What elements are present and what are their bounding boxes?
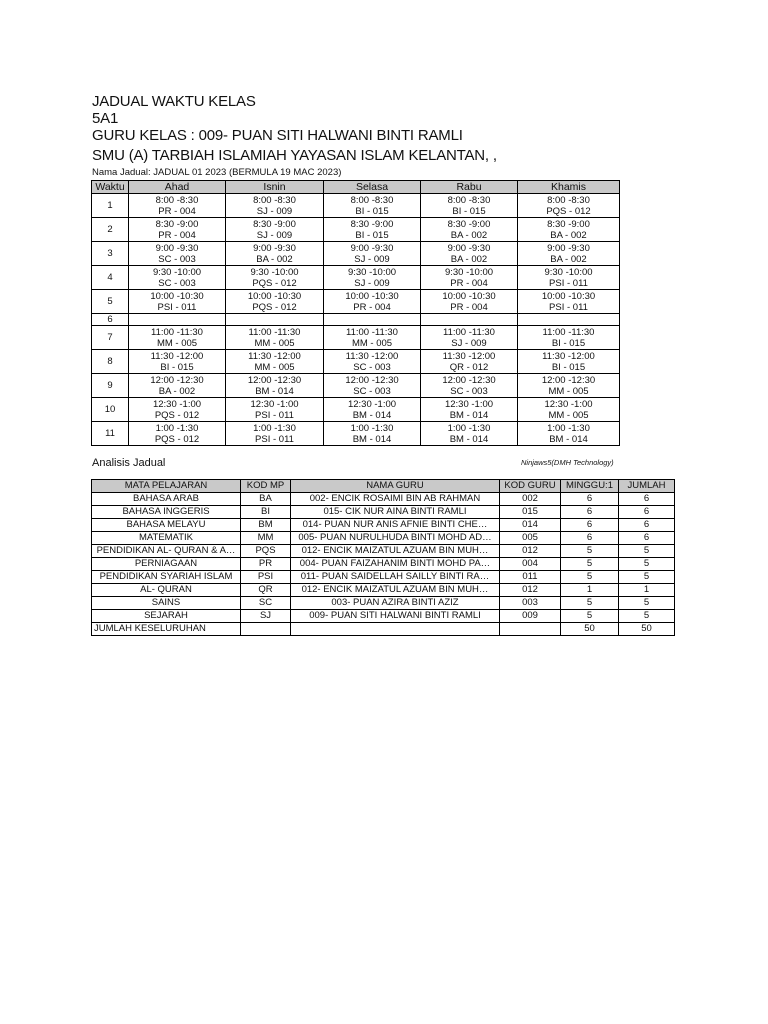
subject-name: AL- QURAN	[92, 584, 241, 597]
weekly-count: 5	[561, 571, 619, 584]
slot-time: 9:30 -10:00	[250, 266, 299, 278]
slot-time: 1:00 -1:30	[350, 422, 394, 434]
teacher-code: 011	[500, 571, 561, 584]
header-khamis: Khamis	[518, 181, 620, 194]
slot-khamis	[518, 218, 620, 242]
slot-subject: BA - 002	[158, 385, 196, 397]
slot-khamis	[518, 326, 620, 350]
slot-time: 8:30 -9:00	[350, 218, 394, 230]
header-waktu: Waktu	[92, 181, 129, 194]
slot-time: 12:30 -1:00	[544, 398, 593, 410]
slot-time: 10:00 -10:30	[442, 290, 496, 302]
slot-subject: BA - 002	[550, 253, 587, 265]
slot-time: 12:00 -12:30	[150, 374, 204, 386]
document-title: JADUAL WAKTU KELAS	[92, 93, 256, 110]
analysis-row	[92, 493, 675, 506]
slot-isnin	[226, 290, 324, 314]
slot-subject: BI - 015	[160, 361, 194, 373]
slot-subject: PQS - 012	[252, 301, 297, 313]
teacher-name: 011- PUAN SAIDELLAH SAILLY BINTI RA…	[291, 571, 500, 584]
slot-subject: PR - 004	[158, 229, 196, 241]
slot-ahad	[129, 242, 226, 266]
slot-time: 9:00 -9:30	[350, 242, 394, 254]
slot-khamis	[518, 350, 620, 374]
weekly-count: 5	[561, 597, 619, 610]
total-count: 1	[619, 584, 675, 597]
slot-ahad	[129, 266, 226, 290]
weekly-count: 5	[561, 545, 619, 558]
slot-time: 8:30 -9:00	[253, 218, 296, 230]
total-count: 50	[619, 623, 675, 636]
header-isnin: Isnin	[226, 181, 324, 194]
slot-rabu	[421, 374, 518, 398]
slot-time: 8:30 -9:00	[547, 218, 590, 230]
total-count: 5	[619, 545, 675, 558]
teacher-name	[291, 623, 500, 636]
timetable-row	[92, 398, 620, 422]
subject-code: SJ	[241, 610, 291, 623]
period-number: 9	[92, 374, 129, 398]
teacher-code: 012	[500, 584, 561, 597]
slot-time: 11:30 -12:00	[542, 350, 595, 362]
slot-time: 8:00 -8:30	[253, 194, 296, 206]
header-kod-guru: KOD GURU	[500, 480, 561, 493]
slot-time: 12:00 -12:30	[541, 374, 596, 386]
slot-time: 8:00 -8:30	[155, 194, 199, 206]
total-count: 5	[619, 597, 675, 610]
header-ahad: Ahad	[129, 181, 226, 194]
slot-khamis	[518, 374, 620, 398]
subject-name: JUMLAH KESELURUHAN	[92, 623, 241, 636]
timetable-name: Nama Jadual: JADUAL 01 2023 (BERMULA 19 MAC 2023)	[92, 167, 342, 178]
slot-ahad	[129, 194, 226, 218]
slot-subject: BM - 014	[255, 385, 294, 397]
slot-rabu	[421, 314, 518, 326]
slot-isnin	[226, 266, 324, 290]
teacher-code: 009	[500, 610, 561, 623]
slot-subject: MM - 005	[254, 361, 295, 373]
slot-subject: MM - 005	[156, 337, 198, 349]
subject-code: PSI	[241, 571, 291, 584]
slot-khamis	[518, 290, 620, 314]
slot-subject: SC - 003	[158, 277, 196, 289]
period-number: 7	[92, 326, 129, 350]
slot-subject: BM - 014	[449, 433, 489, 445]
total-count: 6	[619, 506, 675, 519]
slot-subject: PSI - 011	[157, 301, 197, 313]
credit-text: Ninjaws5(DMH Technology)	[521, 458, 614, 467]
timetable-row	[92, 326, 620, 350]
subject-name: PENDIDIKAN AL- QURAN & A…	[92, 545, 241, 558]
header-kod-mp: KOD MP	[241, 480, 291, 493]
slot-subject: BM - 014	[449, 409, 489, 421]
subject-code	[241, 623, 291, 636]
total-count: 6	[619, 493, 675, 506]
subject-name: SAINS	[92, 597, 241, 610]
slot-time: 11:30 -12:00	[150, 350, 204, 362]
total-count: 5	[619, 610, 675, 623]
teacher-name: 012- ENCIK MAIZATUL AZUAM BIN MUH…	[291, 584, 500, 597]
analysis-row	[92, 571, 675, 584]
slot-subject: SC - 003	[353, 385, 391, 397]
weekly-count: 6	[561, 532, 619, 545]
period-number: 11	[92, 422, 129, 446]
timetable-header-row	[92, 181, 620, 194]
slot-isnin	[226, 314, 324, 326]
slot-time: 8:00 -8:30	[547, 194, 590, 206]
slot-ahad	[129, 290, 226, 314]
subject-code: SC	[241, 597, 291, 610]
analysis-header-row	[92, 480, 675, 493]
slot-ahad	[129, 374, 226, 398]
slot-khamis	[518, 398, 620, 422]
slot-time: 8:30 -9:00	[155, 218, 199, 230]
slot-ahad	[129, 314, 226, 326]
slot-time: 10:00 -10:30	[345, 290, 399, 302]
teacher-code: 014	[500, 519, 561, 532]
analysis-row	[92, 519, 675, 532]
analysis-row	[92, 610, 675, 623]
slot-subject: QR - 012	[449, 361, 489, 373]
header-mata-pelajaran: MATA PELAJARAN	[92, 480, 241, 493]
slot-subject: PQS - 012	[154, 409, 200, 421]
slot-subject: PQS - 012	[154, 433, 200, 445]
slot-selasa	[324, 266, 421, 290]
weekly-count: 50	[561, 623, 619, 636]
slot-time: 11:30 -12:00	[248, 350, 301, 362]
subject-code: MM	[241, 532, 291, 545]
slot-time: 9:00 -9:30	[155, 242, 199, 254]
period-number: 3	[92, 242, 129, 266]
weekly-count: 6	[561, 493, 619, 506]
slot-subject: MM - 005	[351, 337, 393, 349]
slot-time: 12:30 -1:00	[347, 398, 397, 410]
slot-rabu	[421, 218, 518, 242]
slot-time: 12:30 -1:00	[152, 398, 202, 410]
period-number: 6	[92, 314, 129, 326]
period-number: 2	[92, 218, 129, 242]
total-count: 5	[619, 558, 675, 571]
slot-selasa	[324, 314, 421, 326]
slot-time: 9:00 -9:30	[253, 242, 296, 254]
timetable-row	[92, 422, 620, 446]
slot-time: 11:30 -12:00	[442, 350, 496, 362]
slot-isnin	[226, 350, 324, 374]
slot-rabu	[421, 398, 518, 422]
subject-name: BAHASA INGGERIS	[92, 506, 241, 519]
timetable-row	[92, 218, 620, 242]
subject-code: PR	[241, 558, 291, 571]
teacher-name: 003- PUAN AZIRA BINTI AZIZ	[291, 597, 500, 610]
slot-khamis	[518, 422, 620, 446]
slot-time: 10:00 -10:30	[150, 290, 204, 302]
slot-selasa	[324, 398, 421, 422]
subject-name: SEJARAH	[92, 610, 241, 623]
timetable-row	[92, 314, 620, 326]
analysis-table	[91, 479, 675, 636]
teacher-code: 002	[500, 493, 561, 506]
weekly-count: 5	[561, 558, 619, 571]
slot-rabu	[421, 326, 518, 350]
class-name: 5A1	[92, 110, 119, 127]
slot-subject: MM - 005	[254, 337, 295, 349]
total-count: 6	[619, 532, 675, 545]
subject-code: BM	[241, 519, 291, 532]
slot-khamis	[518, 242, 620, 266]
slot-isnin	[226, 422, 324, 446]
slot-subject: SJ - 009	[354, 253, 390, 265]
slot-rabu	[421, 266, 518, 290]
slot-rabu	[421, 194, 518, 218]
subject-code: QR	[241, 584, 291, 597]
slot-rabu	[421, 290, 518, 314]
slot-subject: SJ - 009	[256, 229, 293, 241]
slot-time: 9:30 -10:00	[544, 266, 593, 278]
total-count: 6	[619, 519, 675, 532]
slot-subject: SJ - 009	[256, 205, 293, 217]
analysis-row	[92, 623, 675, 636]
period-number: 4	[92, 266, 129, 290]
slot-time: 11:00 -11:30	[443, 326, 495, 338]
slot-rabu	[421, 242, 518, 266]
teacher-code	[500, 623, 561, 636]
slot-time: 1:00 -1:30	[447, 422, 491, 434]
header-jumlah: JUMLAH	[619, 480, 675, 493]
teacher-code: 015	[500, 506, 561, 519]
slot-time: 11:00 -11:30	[151, 326, 203, 338]
slot-ahad	[129, 218, 226, 242]
slot-subject: BI - 015	[551, 361, 586, 373]
analysis-row	[92, 558, 675, 571]
analysis-row	[92, 584, 675, 597]
teacher-name: 012- ENCIK MAIZATUL AZUAM BIN MUH…	[291, 545, 500, 558]
teacher-code: 012	[500, 545, 561, 558]
subject-name: PENDIDIKAN SYARIAH ISLAM	[92, 571, 241, 584]
slot-khamis	[518, 194, 620, 218]
slot-time: 9:30 -10:00	[347, 266, 397, 278]
slot-subject: PR - 004	[450, 301, 488, 313]
header-minggu: MINGGU:1	[561, 480, 619, 493]
period-number: 10	[92, 398, 129, 422]
slot-time: 12:30 -1:00	[444, 398, 494, 410]
timetable-row	[92, 266, 620, 290]
subject-code: BI	[241, 506, 291, 519]
slot-isnin	[226, 218, 324, 242]
period-number: 8	[92, 350, 129, 374]
analysis-title: Analisis Jadual	[92, 457, 166, 469]
slot-subject: BM - 014	[352, 409, 392, 421]
slot-time: 1:00 -1:30	[253, 422, 296, 434]
slot-subject: SC - 003	[450, 385, 488, 397]
slot-subject: PQS - 012	[546, 205, 591, 217]
timetable-row	[92, 242, 620, 266]
slot-subject: BI - 015	[551, 337, 586, 349]
teacher-name: 015- CIK NUR AINA BINTI RAMLI	[291, 506, 500, 519]
subject-name: PERNIAGAAN	[92, 558, 241, 571]
slot-time: 8:00 -8:30	[447, 194, 491, 206]
timetable-table	[91, 180, 620, 446]
slot-time: 12:00 -12:30	[442, 374, 496, 386]
slot-time: 10:00 -10:30	[247, 290, 302, 302]
slot-subject: PSI - 011	[549, 301, 588, 313]
subject-code: BA	[241, 493, 291, 506]
weekly-count: 6	[561, 506, 619, 519]
slot-subject: BI - 015	[355, 205, 389, 217]
slot-subject: PSI - 011	[255, 409, 294, 421]
slot-subject: BA - 002	[450, 229, 488, 241]
slot-time: 9:30 -10:00	[444, 266, 494, 278]
slot-selasa	[324, 326, 421, 350]
slot-time: 1:00 -1:30	[547, 422, 590, 434]
slot-time: 12:00 -12:30	[247, 374, 302, 386]
slot-ahad	[129, 398, 226, 422]
teacher-code: 003	[500, 597, 561, 610]
teacher-name: 002- ENCIK ROSAIMI BIN AB RAHMAN	[291, 493, 500, 506]
slot-subject: SJ - 009	[354, 277, 390, 289]
slot-selasa	[324, 242, 421, 266]
slot-selasa	[324, 290, 421, 314]
slot-selasa	[324, 422, 421, 446]
slot-time: 9:00 -9:30	[547, 242, 590, 254]
teacher-name: 009- PUAN SITI HALWANI BINTI RAMLI	[291, 610, 500, 623]
analysis-row	[92, 597, 675, 610]
teacher-name: 005- PUAN NURULHUDA BINTI MOHD AD…	[291, 532, 500, 545]
slot-subject: MM - 005	[548, 385, 589, 397]
slot-time: 9:00 -9:30	[447, 242, 491, 254]
slot-subject: MM - 005	[548, 409, 589, 421]
slot-rabu	[421, 422, 518, 446]
slot-time: 8:00 -8:30	[350, 194, 394, 206]
slot-selasa	[324, 350, 421, 374]
slot-selasa	[324, 374, 421, 398]
slot-rabu	[421, 350, 518, 374]
analysis-row	[92, 506, 675, 519]
subject-name: BAHASA MELAYU	[92, 519, 241, 532]
slot-khamis	[518, 314, 620, 326]
slot-time: 10:00 -10:30	[541, 290, 596, 302]
timetable-row	[92, 350, 620, 374]
slot-selasa	[324, 194, 421, 218]
slot-subject: PR - 004	[158, 205, 196, 217]
weekly-count: 5	[561, 610, 619, 623]
slot-time: 11:00 -11:30	[346, 326, 398, 338]
slot-time: 8:30 -9:00	[447, 218, 491, 230]
slot-subject: PR - 004	[450, 277, 488, 289]
slot-time: 11:30 -12:00	[345, 350, 399, 362]
slot-isnin	[226, 398, 324, 422]
teacher-name: 004- PUAN FAIZAHANIM BINTI MOHD PA…	[291, 558, 500, 571]
slot-subject: PR - 004	[353, 301, 391, 313]
period-number: 5	[92, 290, 129, 314]
slot-subject: BI - 015	[355, 229, 389, 241]
slot-isnin	[226, 194, 324, 218]
timetable-row	[92, 194, 620, 218]
slot-subject: SC - 003	[353, 361, 391, 373]
slot-subject: BM - 014	[352, 433, 392, 445]
slot-khamis	[518, 266, 620, 290]
slot-subject: SC - 003	[158, 253, 196, 265]
slot-subject: PQS - 012	[252, 277, 297, 289]
teacher-code: 005	[500, 532, 561, 545]
slot-ahad	[129, 326, 226, 350]
weekly-count: 1	[561, 584, 619, 597]
slot-time: 1:00 -1:30	[155, 422, 199, 434]
subject-name: MATEMATIK	[92, 532, 241, 545]
timetable-row	[92, 290, 620, 314]
slot-subject: SJ - 009	[451, 337, 487, 349]
slot-subject: PSI - 011	[549, 277, 588, 289]
weekly-count: 6	[561, 519, 619, 532]
slot-subject: PSI - 011	[255, 433, 294, 445]
slot-time: 12:30 -1:00	[250, 398, 299, 410]
slot-ahad	[129, 422, 226, 446]
slot-subject: BI - 015	[452, 205, 486, 217]
subject-name: BAHASA ARAB	[92, 493, 241, 506]
slot-time: 12:00 -12:30	[345, 374, 399, 386]
header-selasa: Selasa	[324, 181, 421, 194]
slot-time: 11:00 -11:30	[542, 326, 595, 338]
analysis-row	[92, 545, 675, 558]
period-number: 1	[92, 194, 129, 218]
slot-subject: BM - 014	[549, 433, 588, 445]
slot-time: 9:30 -10:00	[152, 266, 202, 278]
subject-code: PQS	[241, 545, 291, 558]
teacher-name: 014- PUAN NUR ANIS AFNIE BINTI CHE…	[291, 519, 500, 532]
slot-subject: BA - 002	[256, 253, 293, 265]
slot-subject: BA - 002	[450, 253, 488, 265]
teacher-code: 004	[500, 558, 561, 571]
slot-isnin	[226, 326, 324, 350]
slot-isnin	[226, 374, 324, 398]
timetable-row	[92, 374, 620, 398]
slot-isnin	[226, 242, 324, 266]
school-name: SMU (A) TARBIAH ISLAMIAH YAYASAN ISLAM KELANTAN, ,	[92, 147, 497, 164]
class-teacher: GURU KELAS : 009- PUAN SITI HALWANI BINTI RAMLI	[92, 127, 463, 144]
slot-subject: BA - 002	[550, 229, 587, 241]
slot-ahad	[129, 350, 226, 374]
header-rabu: Rabu	[421, 181, 518, 194]
header-nama-guru: NAMA GURU	[291, 480, 500, 493]
slot-selasa	[324, 218, 421, 242]
total-count: 5	[619, 571, 675, 584]
slot-time: 11:00 -11:30	[248, 326, 301, 338]
analysis-row	[92, 532, 675, 545]
